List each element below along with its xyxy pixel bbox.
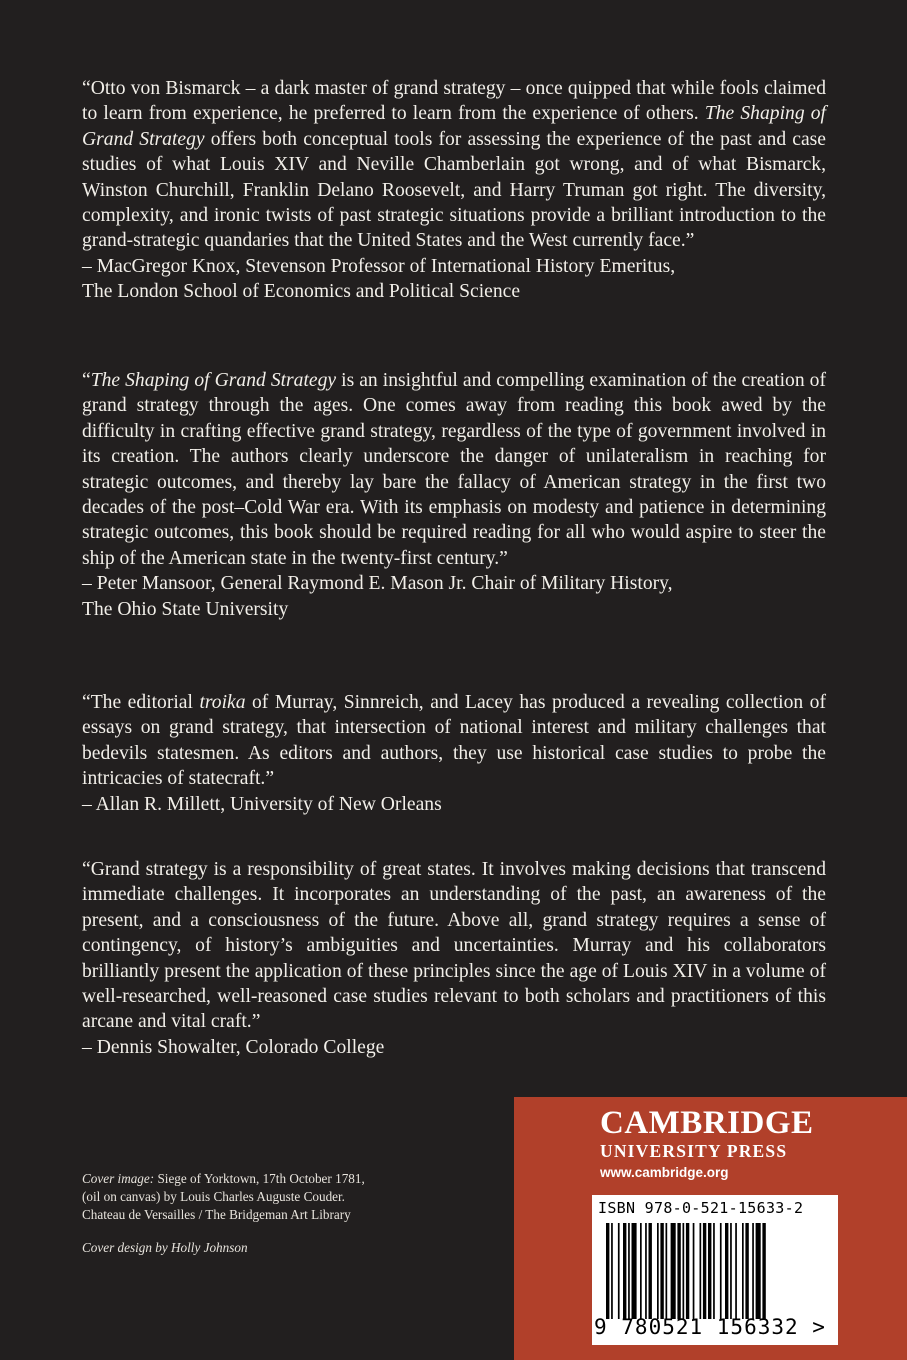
barcode-bar	[649, 1223, 652, 1319]
barcode-bar	[640, 1223, 642, 1319]
barcode-bar	[756, 1223, 761, 1319]
quote-text-part: “Otto von Bismarck – a dark master of grand strategy – once quipped that while fools claimed to learn from experience, he preferred to learn from the experience of others.	[82, 78, 826, 125]
credit-line: Chateau de Versailles / The Bridgeman Art Library	[82, 1207, 351, 1222]
barcode-bar	[700, 1223, 702, 1319]
barcode-bar	[735, 1223, 737, 1319]
quote-text-part: “	[82, 370, 91, 391]
cover-image-label: Cover image:	[82, 1171, 155, 1186]
barcode-bar	[752, 1223, 754, 1319]
barcode-bar	[708, 1223, 711, 1319]
barcode-bar	[657, 1223, 659, 1319]
quote-text	[82, 76, 826, 254]
barcode-bar	[606, 1223, 609, 1319]
barcode-bar	[703, 1223, 706, 1319]
review-quote-mansoor	[82, 368, 826, 622]
barcode-bar	[671, 1223, 676, 1319]
book-title: The Shaping of Grand Strategy	[82, 103, 827, 150]
barcode-bar	[611, 1223, 613, 1319]
quote-text-part: offers both conceptual tools for assessing the experience of the past and case studies of what Louis XIV and Neville Chamberlain got wrong, and of what Bismarck, Winston Churchill, Franklin Delano Roosevelt, and Harry Truman got right. The diversity, complexity, and ironic twists of past strategic situations provide a brilliant introduction to the grand-strategic quandaries that the United States and the West currently face.”	[82, 128, 826, 252]
quote-attribution: – Peter Mansoor, General Raymond E. Mason Jr. Chair of Military History,	[82, 573, 673, 595]
quote-text-part: is an insightful and compelling examination of the creation of grand strategy through the ages. One comes away from reading this book awed by the difficulty in crafting effective grand strategy, regardless of the type of government involved in its creation. The authors clearly underscore the danger of unilateralism in reaching for strategic outcomes, and thereby lay bare the fallacy of American strategy in the first two decades of the post–Cold War era. With its emphasis on modesty and patience in determining strategic outcomes, this book should be required reading for all who would aspire to steer the ship of the American state in the twenty-first century.”	[82, 370, 826, 569]
barcode-bar	[660, 1223, 663, 1319]
cover-design-text: Cover design by Holly Johnson	[82, 1240, 248, 1255]
quote-attribution-affiliation: The London School of Economics and Political Science	[82, 281, 521, 303]
book-title: The Shaping of Grand Strategy	[90, 370, 337, 391]
isbn-barcode-box	[592, 1195, 838, 1345]
barcode-bar	[713, 1223, 715, 1319]
cover-credits	[82, 1170, 462, 1257]
barcode-bar	[742, 1223, 744, 1319]
barcode-bar	[677, 1223, 680, 1319]
barcode-bar	[645, 1223, 647, 1319]
barcode-bar	[725, 1223, 728, 1319]
emphasized-word: troika	[199, 692, 246, 713]
barcode-bar	[720, 1223, 722, 1319]
barcode-bar	[730, 1223, 732, 1319]
quote-text-part: “The editorial	[82, 692, 200, 713]
barcode-icon	[602, 1223, 830, 1319]
barcode-bar	[618, 1223, 620, 1319]
credit-line: (oil on canvas) by Louis Charles Auguste Couder.	[82, 1189, 345, 1204]
barcode-bar	[683, 1223, 685, 1319]
credit-line: Siege of Yorktown, 17th October 1781,	[154, 1171, 365, 1186]
quote-attribution: – Allan R. Millett, University of New Orleans	[82, 793, 442, 815]
barcode-bar	[632, 1223, 637, 1319]
publisher-url: www.cambridge.org	[600, 1165, 729, 1180]
quote-text: “Grand strategy is a responsibility of great states. It involves making decisions that transcend immediate challenges. It incorporates an understanding of the past, an awareness of the present, and a consciousness of the future. Above all, grand strategy requires a sense of contingency, of history’s ambiguities and uncertainties. Murray and his collaborators brilliantly present the application of these principles since the age of Louis XIV in a volume of well-researched, well-reasoned case studies relevant to both scholars and practitioners of this arcane and vital craft.”	[82, 859, 826, 1033]
quote-attribution: – Dennis Showalter, Colorado College	[82, 1036, 385, 1058]
barcode-bar	[762, 1223, 765, 1319]
quote-attribution-affiliation: The Ohio State University	[82, 598, 289, 620]
barcode-bar	[623, 1223, 626, 1319]
review-quote-millett	[82, 690, 826, 817]
barcode-bar	[745, 1223, 748, 1319]
publisher-block	[514, 1097, 907, 1360]
barcode-digits: 9 780521 156332 >	[594, 1315, 826, 1339]
quote-attribution: – MacGregor Knox, Stevenson Professor of International History Emeritus,	[82, 255, 676, 277]
cover-image-credit	[82, 1170, 462, 1188]
barcode-bar	[686, 1223, 689, 1319]
quote-text	[82, 690, 826, 792]
barcode-bar	[693, 1223, 695, 1319]
review-quote-showalter	[82, 857, 826, 1060]
isbn-text: ISBN 978-0-521-15633-2	[598, 1199, 804, 1217]
barcode-bar	[628, 1223, 630, 1319]
quote-text-part: of Murray, Sinnreich, and Lacey has produced a revealing collection of essays on grand strategy, that intersection of national interest and military challenges that bedevils statesmen. As editors and authors, they use historical case studies to probe the intricacies of statecraft.”	[82, 692, 826, 790]
publisher-name: CAMBRIDGE	[600, 1105, 814, 1141]
cover-design-credit	[82, 1239, 462, 1257]
review-quote-knox	[82, 76, 826, 305]
publisher-subtitle: UNIVERSITY PRESS	[600, 1141, 788, 1161]
barcode-bar	[666, 1223, 668, 1319]
quote-text	[82, 368, 826, 571]
